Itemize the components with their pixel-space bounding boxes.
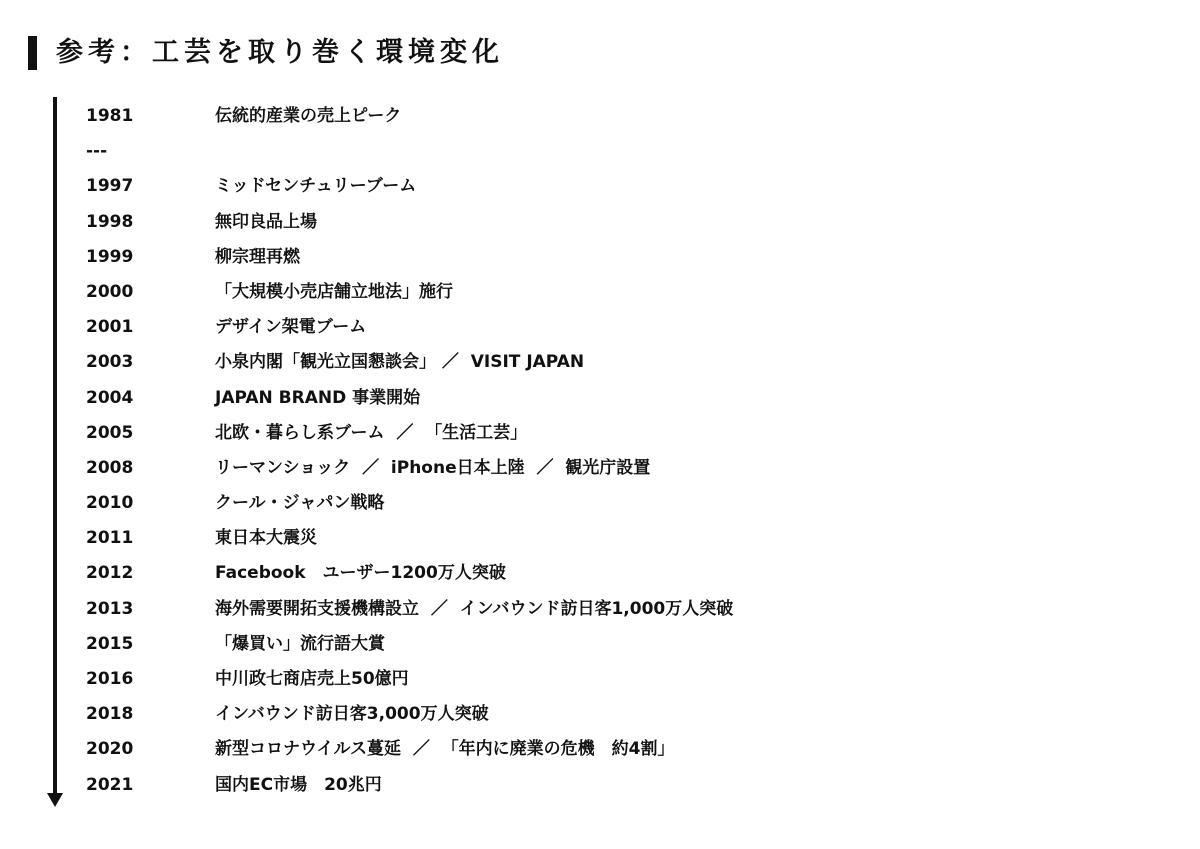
timeline-row <box>0 381 1200 416</box>
timeline-row <box>0 592 1200 627</box>
timeline-row <box>0 416 1200 451</box>
timeline-event: 柳宗理再燃 <box>215 246 300 267</box>
timeline-year: 2012 <box>86 563 134 584</box>
timeline-event: 無印良品上場 <box>215 211 317 232</box>
timeline-year: 1999 <box>86 246 134 267</box>
timeline-event: クール・ジャパン戦略 <box>215 493 385 514</box>
timeline-year: 2018 <box>86 704 134 725</box>
timeline-event: デザイン架電ブーム <box>215 317 367 338</box>
timeline-row <box>0 486 1200 521</box>
timeline-row <box>0 662 1200 697</box>
page-title: 参考：工芸を取り巻く環境変化 <box>56 37 504 68</box>
timeline-event: リーマンショック ／ iPhone日本上陸 ／ 観光庁設置 <box>215 457 651 478</box>
timeline-row <box>0 169 1200 204</box>
timeline-event: 「爆買い」流行語大賞 <box>215 633 385 654</box>
timeline-year: 2004 <box>86 387 134 408</box>
timeline-event: 小泉内閣「観光立国懇談会」 ／ VISIT JAPAN <box>215 352 585 373</box>
timeline-row <box>0 345 1200 380</box>
timeline-event: Facebook ユーザー1200万人突破 <box>215 563 506 584</box>
timeline-year: 2020 <box>86 739 134 760</box>
timeline-row <box>0 732 1200 767</box>
timeline-year: 2001 <box>86 317 134 338</box>
title-accent-bar <box>28 36 37 70</box>
timeline-year: 1997 <box>86 176 134 197</box>
timeline-event: JAPAN BRAND 事業開始 <box>215 387 421 408</box>
timeline-year: 2011 <box>86 528 134 549</box>
timeline-year: 2015 <box>86 633 134 654</box>
timeline-event: 「大規模小売店舗立地法」施行 <box>215 281 453 302</box>
timeline-row <box>0 697 1200 732</box>
timeline-row <box>0 134 1200 169</box>
timeline-year: 2008 <box>86 457 134 478</box>
timeline-event: 東日本大震災 <box>215 528 317 549</box>
timeline-row <box>0 99 1200 134</box>
timeline-event: インバウンド訪日客3,000万人突破 <box>215 704 489 725</box>
timeline-row <box>0 768 1200 803</box>
timeline-event: 中川政七商店売上50億円 <box>215 669 409 689</box>
timeline-row <box>0 451 1200 486</box>
timeline-event: ミッドセンチュリーブーム <box>215 176 417 197</box>
timeline-year: 2021 <box>86 774 134 795</box>
timeline-year: 1981 <box>86 106 134 126</box>
timeline-list <box>0 99 1200 803</box>
timeline-gap-marker: --- <box>86 141 108 162</box>
timeline-year: 2003 <box>86 352 134 373</box>
timeline-event: 新型コロナウイルス蔓延 ／ 「年内に廃業の危機 約4割」 <box>215 739 675 760</box>
timeline-row <box>0 240 1200 275</box>
timeline-year: 2016 <box>86 669 134 689</box>
timeline-row <box>0 310 1200 345</box>
timeline-row <box>0 556 1200 591</box>
timeline-year: 2013 <box>86 598 134 619</box>
timeline-row <box>0 627 1200 662</box>
timeline-event: 伝統的産業の売上ピーク <box>215 106 402 126</box>
timeline-event: 北欧・暮らし系ブーム ／ 「生活工芸」 <box>215 422 528 443</box>
timeline-row <box>0 275 1200 310</box>
timeline-row <box>0 205 1200 240</box>
timeline-year: 2000 <box>86 281 134 302</box>
timeline-row <box>0 521 1200 556</box>
timeline-event: 国内EC市場 20兆円 <box>215 774 382 795</box>
timeline-year: 2010 <box>86 493 134 514</box>
timeline-year: 1998 <box>86 211 134 232</box>
timeline-year: 2005 <box>86 422 134 443</box>
timeline-event: 海外需要開拓支援機構設立 ／ インバウンド訪日客1,000万人突破 <box>215 598 734 619</box>
